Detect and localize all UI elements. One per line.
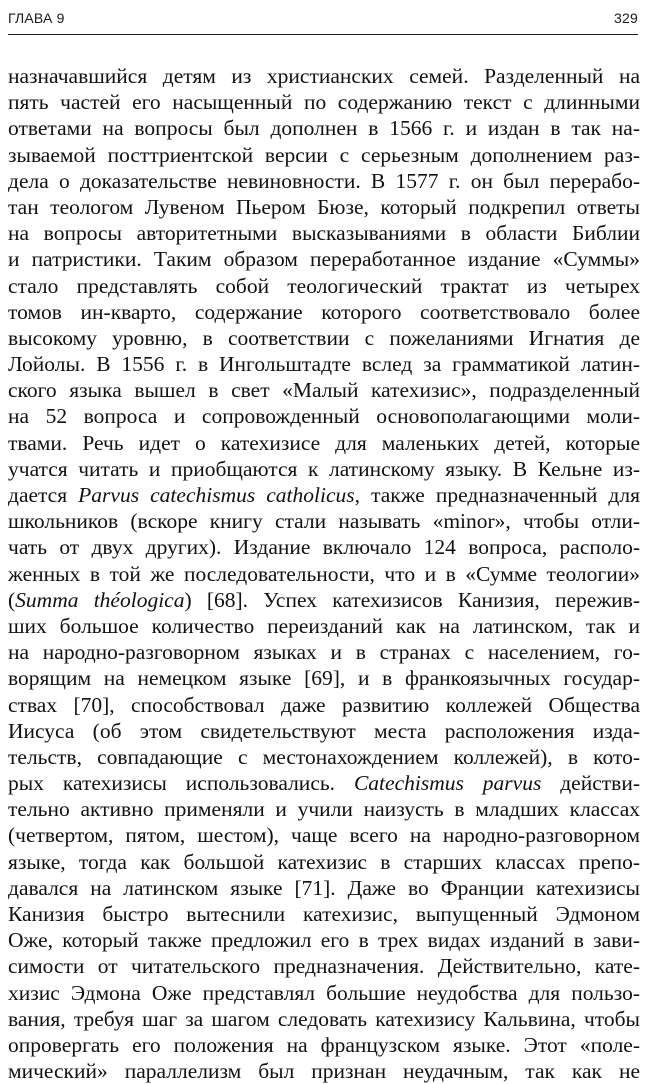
text-line (8, 901, 640, 927)
text-line (8, 351, 640, 377)
text-segment: , также предназначенный для (354, 483, 640, 507)
text-line (8, 89, 640, 115)
italic-title: Parvus catechismus catholicus (78, 483, 355, 507)
header-rule (8, 34, 638, 35)
text-line (8, 1006, 640, 1032)
text-segment: на народно-разговорном языках и в странах с населением, го- (8, 640, 640, 665)
text-line (8, 980, 640, 1006)
text-line (8, 403, 640, 429)
text-line (8, 115, 640, 141)
text-line (8, 534, 640, 560)
text-line (8, 1032, 640, 1058)
text-line (8, 1058, 640, 1084)
text-segment: пять частей его насыщенный по содержанию текст с длинными (8, 90, 640, 115)
text-segment: ) [68]. Успех катехизисов Канизия, пережив- (184, 587, 640, 612)
text-segment: назначавшийся детям из христианских семей. Разделенный на (8, 64, 640, 88)
text-line (8, 456, 640, 482)
text-line (8, 299, 640, 325)
text-line (8, 927, 640, 953)
text-segment: Иисуса (об этом свидетельствуют места расположения изда- (8, 718, 640, 743)
text-line (8, 194, 640, 220)
text-segment: тельств, совпадающие с местонахождением коллежей), в кото- (8, 744, 640, 769)
text-segment: стало представлять собой теологический трактат из четырех (8, 273, 640, 298)
chapter-label: ГЛАВА 9 (8, 10, 65, 26)
text-line (8, 561, 640, 587)
text-line (8, 482, 640, 508)
running-header (8, 10, 638, 32)
text-segment: опровергать его положения на французском языке. Этот «поле- (8, 1032, 640, 1057)
text-segment: дается (8, 483, 79, 507)
text-line (8, 325, 640, 351)
text-line (8, 273, 640, 299)
italic-title: Catechismus parvus (353, 771, 542, 796)
text-line (8, 613, 640, 639)
text-segment: вания, требуя шаг за шагом следовать катехизису Кальвина, чтобы (8, 1006, 640, 1031)
text-line (8, 796, 640, 822)
text-line (8, 639, 640, 665)
text-line (8, 587, 640, 613)
text-segment: тан теологом Лувеном Пьером Бюзе, который подкрепил ответы (8, 194, 640, 219)
text-line (8, 744, 640, 770)
text-line (8, 430, 640, 456)
text-segment: ворящим на немецком языке [69], и в франкоязычных государ- (8, 666, 640, 691)
text-line (8, 953, 640, 979)
text-line (8, 377, 640, 403)
text-line (8, 692, 640, 718)
text-segment: ского языка вышел в свет «Малый катехизис», подразделенный (8, 378, 640, 403)
text-segment: женных в той же последовательности, что и в «Сумме теологии» (8, 561, 640, 586)
text-segment: тельно активно применяли и учили наизусть в младших классах (8, 797, 640, 822)
text-line (8, 168, 640, 194)
text-segment: действи- (541, 771, 640, 796)
text-segment: языке, тогда как большой катехизис в старших классах препо- (8, 849, 640, 874)
text-segment: давался на латинском языке [71]. Даже во Франции катехизисы (8, 875, 640, 900)
text-line (8, 665, 640, 691)
text-segment: зываемой посттриентской версии с серьезным дополнением раз- (8, 142, 640, 167)
text-segment: высокому уровню, в соответствии с пожеланиями Игнатия де (8, 325, 640, 350)
text-segment: Лойолы. В 1556 г. в Ингольштадте вслед за грамматикой латин- (8, 352, 640, 377)
text-line (8, 246, 640, 272)
text-segment: хизис Эдмона Оже представлял большие неудобства для пользо- (8, 980, 640, 1005)
body-text (8, 63, 640, 1084)
text-segment: ствах [70], способствовал даже развитию коллежей Общества (8, 692, 640, 717)
text-line (8, 875, 640, 901)
text-segment: мический» параллелизм был признан неудачным, так как не (8, 1059, 640, 1084)
text-segment: твами. Речь идет о катехизисе для маленьких детей, которые (8, 430, 640, 455)
text-segment: учатся читать и приобщаются к латинскому языку. В Кельне из- (8, 456, 640, 481)
text-line (8, 220, 640, 246)
text-segment: рых катехизисы использовались. (8, 771, 354, 796)
text-segment: Канизия быстро вытеснили катехизис, выпущенный Эдмоном (8, 902, 640, 926)
page-number: 329 (614, 10, 638, 26)
text-line (8, 770, 640, 796)
text-segment: томов ин-кварто, содержание которого соответствовало более (8, 299, 640, 324)
text-segment: ответами на вопросы был дополнен в 1566 г. и издан в так на- (8, 116, 640, 141)
text-line (8, 718, 640, 744)
text-segment: ших большое количество переизданий как на латинском, так и (8, 613, 640, 638)
text-segment: (четвертом, пятом, шестом), чаще всего на народно-разговорном (8, 823, 640, 848)
text-segment: симости от читательского предназначения. Действительно, кате- (8, 954, 640, 979)
text-segment: чать от двух других). Издание включало 124 вопроса, располо- (8, 535, 640, 560)
text-line (8, 508, 640, 534)
text-segment: ( (8, 587, 16, 612)
text-line (8, 849, 640, 875)
text-line (8, 822, 640, 848)
text-line (8, 142, 640, 168)
italic-title: Summa théologica (15, 587, 185, 612)
text-segment: на вопросы авторитетными высказываниями в области Библии (8, 221, 640, 246)
text-segment: школьников (вскоре книгу стали называть «minor», чтобы отли- (8, 509, 640, 534)
text-segment: Оже, который также предложил его в трех видах изданий в зави- (8, 928, 640, 953)
text-line (8, 63, 640, 89)
text-segment: на 52 вопроса и сопровожденный основополагающими моли- (8, 404, 640, 429)
text-segment: дела о доказательстве невиновности. В 1577 г. он был перерабо- (8, 168, 640, 193)
text-segment: и патристики. Таким образом переработанное издание «Суммы» (8, 247, 640, 272)
